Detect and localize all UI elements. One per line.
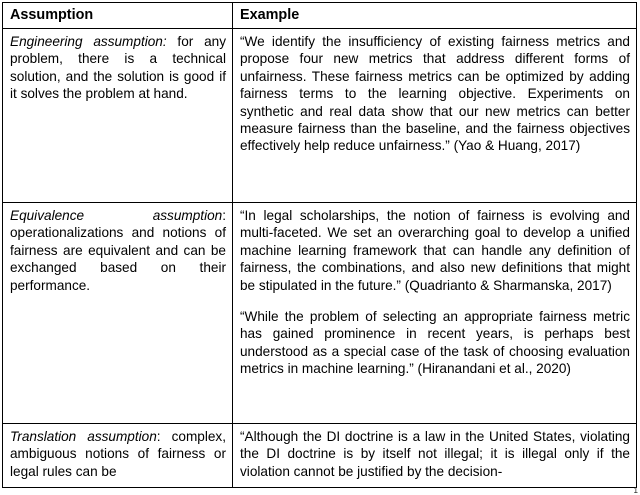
page-number: 1 [633, 486, 638, 495]
assumption-term: Equivalence assumption [10, 208, 223, 223]
assumption-body: for any problem, there is a technical solution, and the solution is good if it solves the problem at hand. [10, 34, 226, 102]
table-row [3, 29, 637, 203]
assumption-body: : operationalizations and notions of fairness are equivalent and can be exchanged based on their performance. [10, 208, 226, 293]
assumption-term: Engineering assumption: [10, 34, 167, 49]
assumption-term: Translation assumption [10, 429, 157, 444]
table-header [3, 3, 637, 29]
cell-example-equivalence [233, 203, 637, 424]
cell-example-translation [233, 424, 637, 488]
table-row [3, 424, 637, 488]
table-row [3, 203, 637, 424]
assumption-body: : complex, ambiguous notions of fairness or legal rules can be [10, 429, 227, 479]
table-body [3, 29, 637, 488]
column-header-example: Example [233, 3, 637, 29]
assumption-example-table [2, 2, 637, 488]
cell-assumption-equivalence [3, 203, 233, 424]
column-header-assumption: Assumption [3, 3, 233, 29]
example-paragraph: “Although the DI doctrine is a law in the United States, violating the DI doctrine is by itself not illegal; it is illegal only if the violation cannot be justified by the decision- [240, 429, 630, 479]
table-header-row [3, 3, 637, 29]
cell-example-engineering [233, 29, 637, 203]
cell-assumption-engineering [3, 29, 233, 203]
document-page [0, 2, 640, 495]
example-paragraph: “In legal scholarships, the notion of fairness is evolving and multi-faceted. We set an overarching goal to develop a unified machine learning framework that can handle any definition of fairness, the combinations, and also new definitions that might be stipulated in the future.” (Quadrianto & Sharmanska, 2017) [240, 208, 630, 293]
example-paragraph: “While the problem of selecting an appropriate fairness metric has gained prominence in recent years, is perhaps best understood as a special case of the task of choosing evaluation metrics in machine learning.” (Hiranandani et al., 2020) [240, 309, 630, 377]
cell-assumption-translation [3, 424, 233, 488]
example-paragraph: “We identify the insufficiency of existing fairness metrics and propose four new metrics that address different forms of unfairness. These fairness metrics can be optimized by adding fairness terms to the learning objective. Experiments on synthetic and real data show that our new metrics can better measure fairness than the baseline, and the fairness objectives effectively help reduce unfairness.” (Yao & Huang, 2017) [240, 34, 630, 154]
